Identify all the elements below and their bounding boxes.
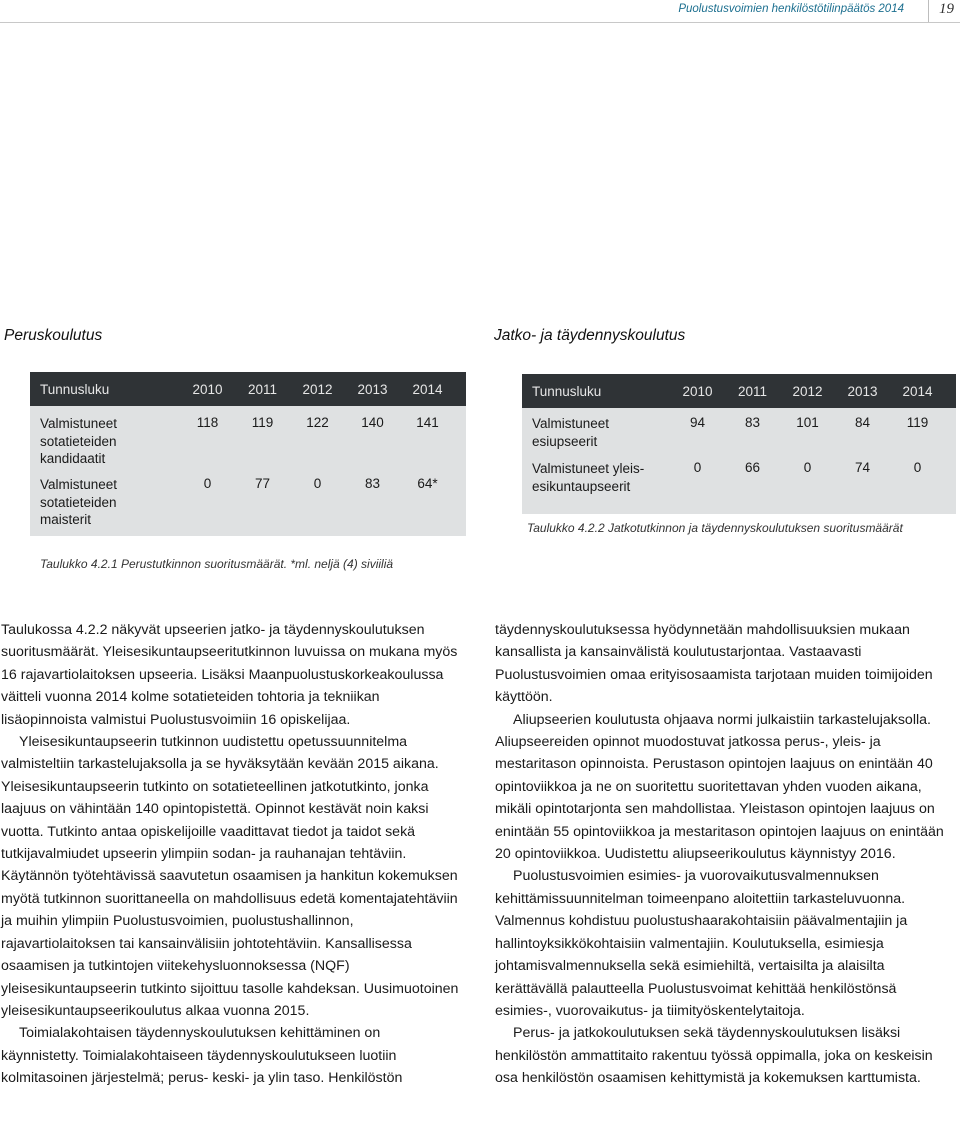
- table-row: [522, 460, 956, 496]
- row-label-line: kandidaatit: [40, 451, 106, 466]
- row-label: [30, 476, 180, 529]
- table-cell: 140: [361, 415, 384, 430]
- row-label: [30, 415, 180, 468]
- table-cell: 64*: [417, 476, 438, 491]
- table-header-cell: 2011: [247, 381, 278, 397]
- table-cell: 119: [251, 415, 274, 430]
- body-column-right: [495, 619, 957, 1090]
- table-cell: 74: [854, 460, 871, 475]
- table-cell: 84: [854, 415, 871, 430]
- body-paragraph: täydennyskoulutuksessa hyödynnetään mahdollisuuksien mukaan kansallista ja kansainvälistä koulutustarjontaa. Vastaavasti Puolustusvoimien omaa erityisosaamista tarjotaan muiden toimijoiden käyttöön.: [495, 622, 933, 706]
- body-paragraph: Perus- ja jatkokoulutuksen sekä täydennyskoulutuksen lisäksi henkilöstön ammattitaito rakentuu työssä oppimalla, joka on keskeisin osa henkilöstön osaamisen kehittymistä ja kokemuksen karttumista.: [495, 1025, 933, 1087]
- table-header-cell: 2014: [412, 381, 443, 397]
- table-header-row: [30, 372, 466, 406]
- body-paragraph: Taulukossa 4.2.2 näkyvät upseerien jatko- ja täydennyskoulutuksen suoritusmäärät. Yleisesikuntaupseeritutkinnon luvuissa on mukana myös 16 rajavartiolaitoksen upseeria. Lisäksi Maanpuolustuskorkeakoulussa väitteli vuonna 2014 kolme sotatieteiden tohtoria ja tekniikan lisäopinnoista valmistui Puolustusvoimiin 16 opiskelijaa.: [1, 622, 458, 728]
- table-perustutkinto: [30, 372, 466, 536]
- table-header-cell: Tunnusluku: [40, 381, 110, 397]
- table-jatkotutkinto: [522, 374, 956, 514]
- body-paragraph: Aliupseerien koulutusta ohjaava normi julkaistiin tarkastelujaksolla. Aliupseereiden opinnot muodostuvat jatkossa perus-, yleis- ja mestaritason opinnoista. Perustason opintojen laajuus on enintään 40 opintoviikkoa ja ne on suoritettu suoritettavan yhden vuoden aikana, mikäli opintotarjonta sen mahdollistaa. Yleistason opintojen laajuus on enintään 55 opintoviikkoa ja mestaritason opintojen laajuus on enintään 20 opintoviikkoa. Uudistettu aliupseerikoulutus käynnistyy 2016.: [495, 711, 944, 863]
- table-cell: 94: [689, 415, 706, 430]
- table-cell: 0: [693, 460, 702, 475]
- table-header-cell: 2010: [682, 383, 713, 399]
- table-cell: 0: [803, 460, 812, 475]
- row-label: [522, 415, 670, 451]
- body-paragraph: Yleisesikuntaupseerin tutkinnon uudistettu opetussuunnitelma valmisteltiin tarkastelujaksolla ja se hyväksytään kevään 2015 aikana. Yleisesikuntaupseerin tutkinto on sotatieteellinen jatkotutkinto, jonka laajuus on vähintään 140 opintopistettä. Opinnot kestävät noin kaksi vuotta. Tutkinto antaa opiskelijoille vaadittavat tiedot ja taidot sekä tutkijavalmiudet upseerin ylimpiin sodan- ja rauhanajan tehtäviin. Käytännön työtehtävissä saavutetun osaamisen ja hankitun kokemuksen myötä tutkinnon suorittaneella on mahdollisuus edetä komentajatehtäviin ja muihin ylimpiin Puolustusvoimien, puolustushallinnon, rajavartiolaitoksen tai kansainvälisiin johtotehtäviin. Kansallisessa osaamisen ja tutkintojen viitekehysluonnoksessa (NQF) yleisesikuntaupseerin tutkinto sijoittuu tasolle kahdeksan. Uusimuotoinen yleisesikuntaupseerikoulutus alkaa vuonna 2015.: [1, 734, 459, 1019]
- table-cell: 83: [364, 476, 381, 491]
- table-row: [522, 415, 956, 451]
- table-row: [30, 415, 466, 468]
- body-paragraph: Toimialakohtaisen täydennyskoulutuksen kehittäminen on käynnistetty. Toimialakohtaiseen täydennyskoulutukseen luotiin kolmitasoinen järjestelmä; perus- keski- ja ylin taso. Henkilöstön: [1, 1025, 403, 1087]
- table-caption-4-2-1: Taulukko 4.2.1 Perustutkinnon suoritusmäärät. *ml. neljä (4) siviiliä: [40, 557, 394, 571]
- row-label-line: esikuntaupseerit: [532, 479, 631, 494]
- table-cell: 66: [744, 460, 761, 475]
- table-header-row: [522, 374, 956, 408]
- body-paragraph: Puolustusvoimien esimies- ja vuorovaikutusvalmennuksen kehittämissuunnitelman toimeenpano aloitettiin tarkasteluvuonna. Valmennus kohdistuu puolustushaarakohtaisiin päävalmentajiin ja hallintoyksikkökohtaisiin valmentajiin. Koulutuksella, esimiesja johtamisvalmennuksella sekä esimiehiltä, vertaisilta ja alaisilta kerättävällä palautteella Puolustusvoimat kehittää henkilöstönsä esimies-, vuorovaikutus- ja tiimityöskentelytaitoja.: [495, 868, 908, 1019]
- table-header-cell: 2012: [302, 381, 333, 397]
- row-label-line: Valmistuneet yleis-: [532, 461, 645, 476]
- table-cell: 83: [744, 415, 761, 430]
- body-column-left: [1, 619, 461, 1090]
- running-header-title: Puolustusvoimien henkilöstötilinpäätös 2014: [678, 3, 904, 15]
- table-header-cell: 2013: [357, 381, 388, 397]
- running-header: [0, 0, 960, 23]
- table-cell: 0: [203, 476, 212, 491]
- table-header-cell: 2012: [792, 383, 823, 399]
- table-cell: 141: [416, 415, 439, 430]
- table-cell: 77: [254, 476, 271, 491]
- table-header-cell: 2011: [737, 383, 768, 399]
- row-label-line: maisterit: [40, 512, 92, 527]
- page-number: 19: [928, 0, 954, 22]
- row-label-line: esiupseerit: [532, 434, 598, 449]
- table-cell: 101: [796, 415, 819, 430]
- row-label-line: Valmistuneet: [532, 416, 610, 431]
- table-header-cell: 2013: [847, 383, 878, 399]
- table-row: [30, 476, 466, 529]
- table-cell: 0: [913, 460, 922, 475]
- table-cell: 122: [306, 415, 329, 430]
- table-cell: 0: [313, 476, 322, 491]
- table-header-cell: 2010: [192, 381, 223, 397]
- table-cell: 118: [196, 415, 219, 430]
- table-header-cell: Tunnusluku: [532, 383, 602, 399]
- section-title-jatko: Jatko- ja täydennyskoulutus: [494, 327, 686, 344]
- table-cell: 119: [906, 415, 929, 430]
- row-label: [522, 460, 670, 496]
- table-header-cell: 2014: [902, 383, 933, 399]
- section-title-peruskoulutus: Peruskoulutus: [4, 327, 103, 344]
- row-label-line: Valmistuneet: [40, 477, 118, 492]
- table-caption-4-2-2: Taulukko 4.2.2 Jatkotutkinnon ja täydennyskoulutuksen suoritusmäärät: [527, 521, 903, 535]
- row-label-line: Valmistuneet: [40, 416, 118, 431]
- row-label-line: sotatieteiden: [40, 433, 117, 449]
- row-label-line: sotatieteiden: [40, 494, 117, 510]
